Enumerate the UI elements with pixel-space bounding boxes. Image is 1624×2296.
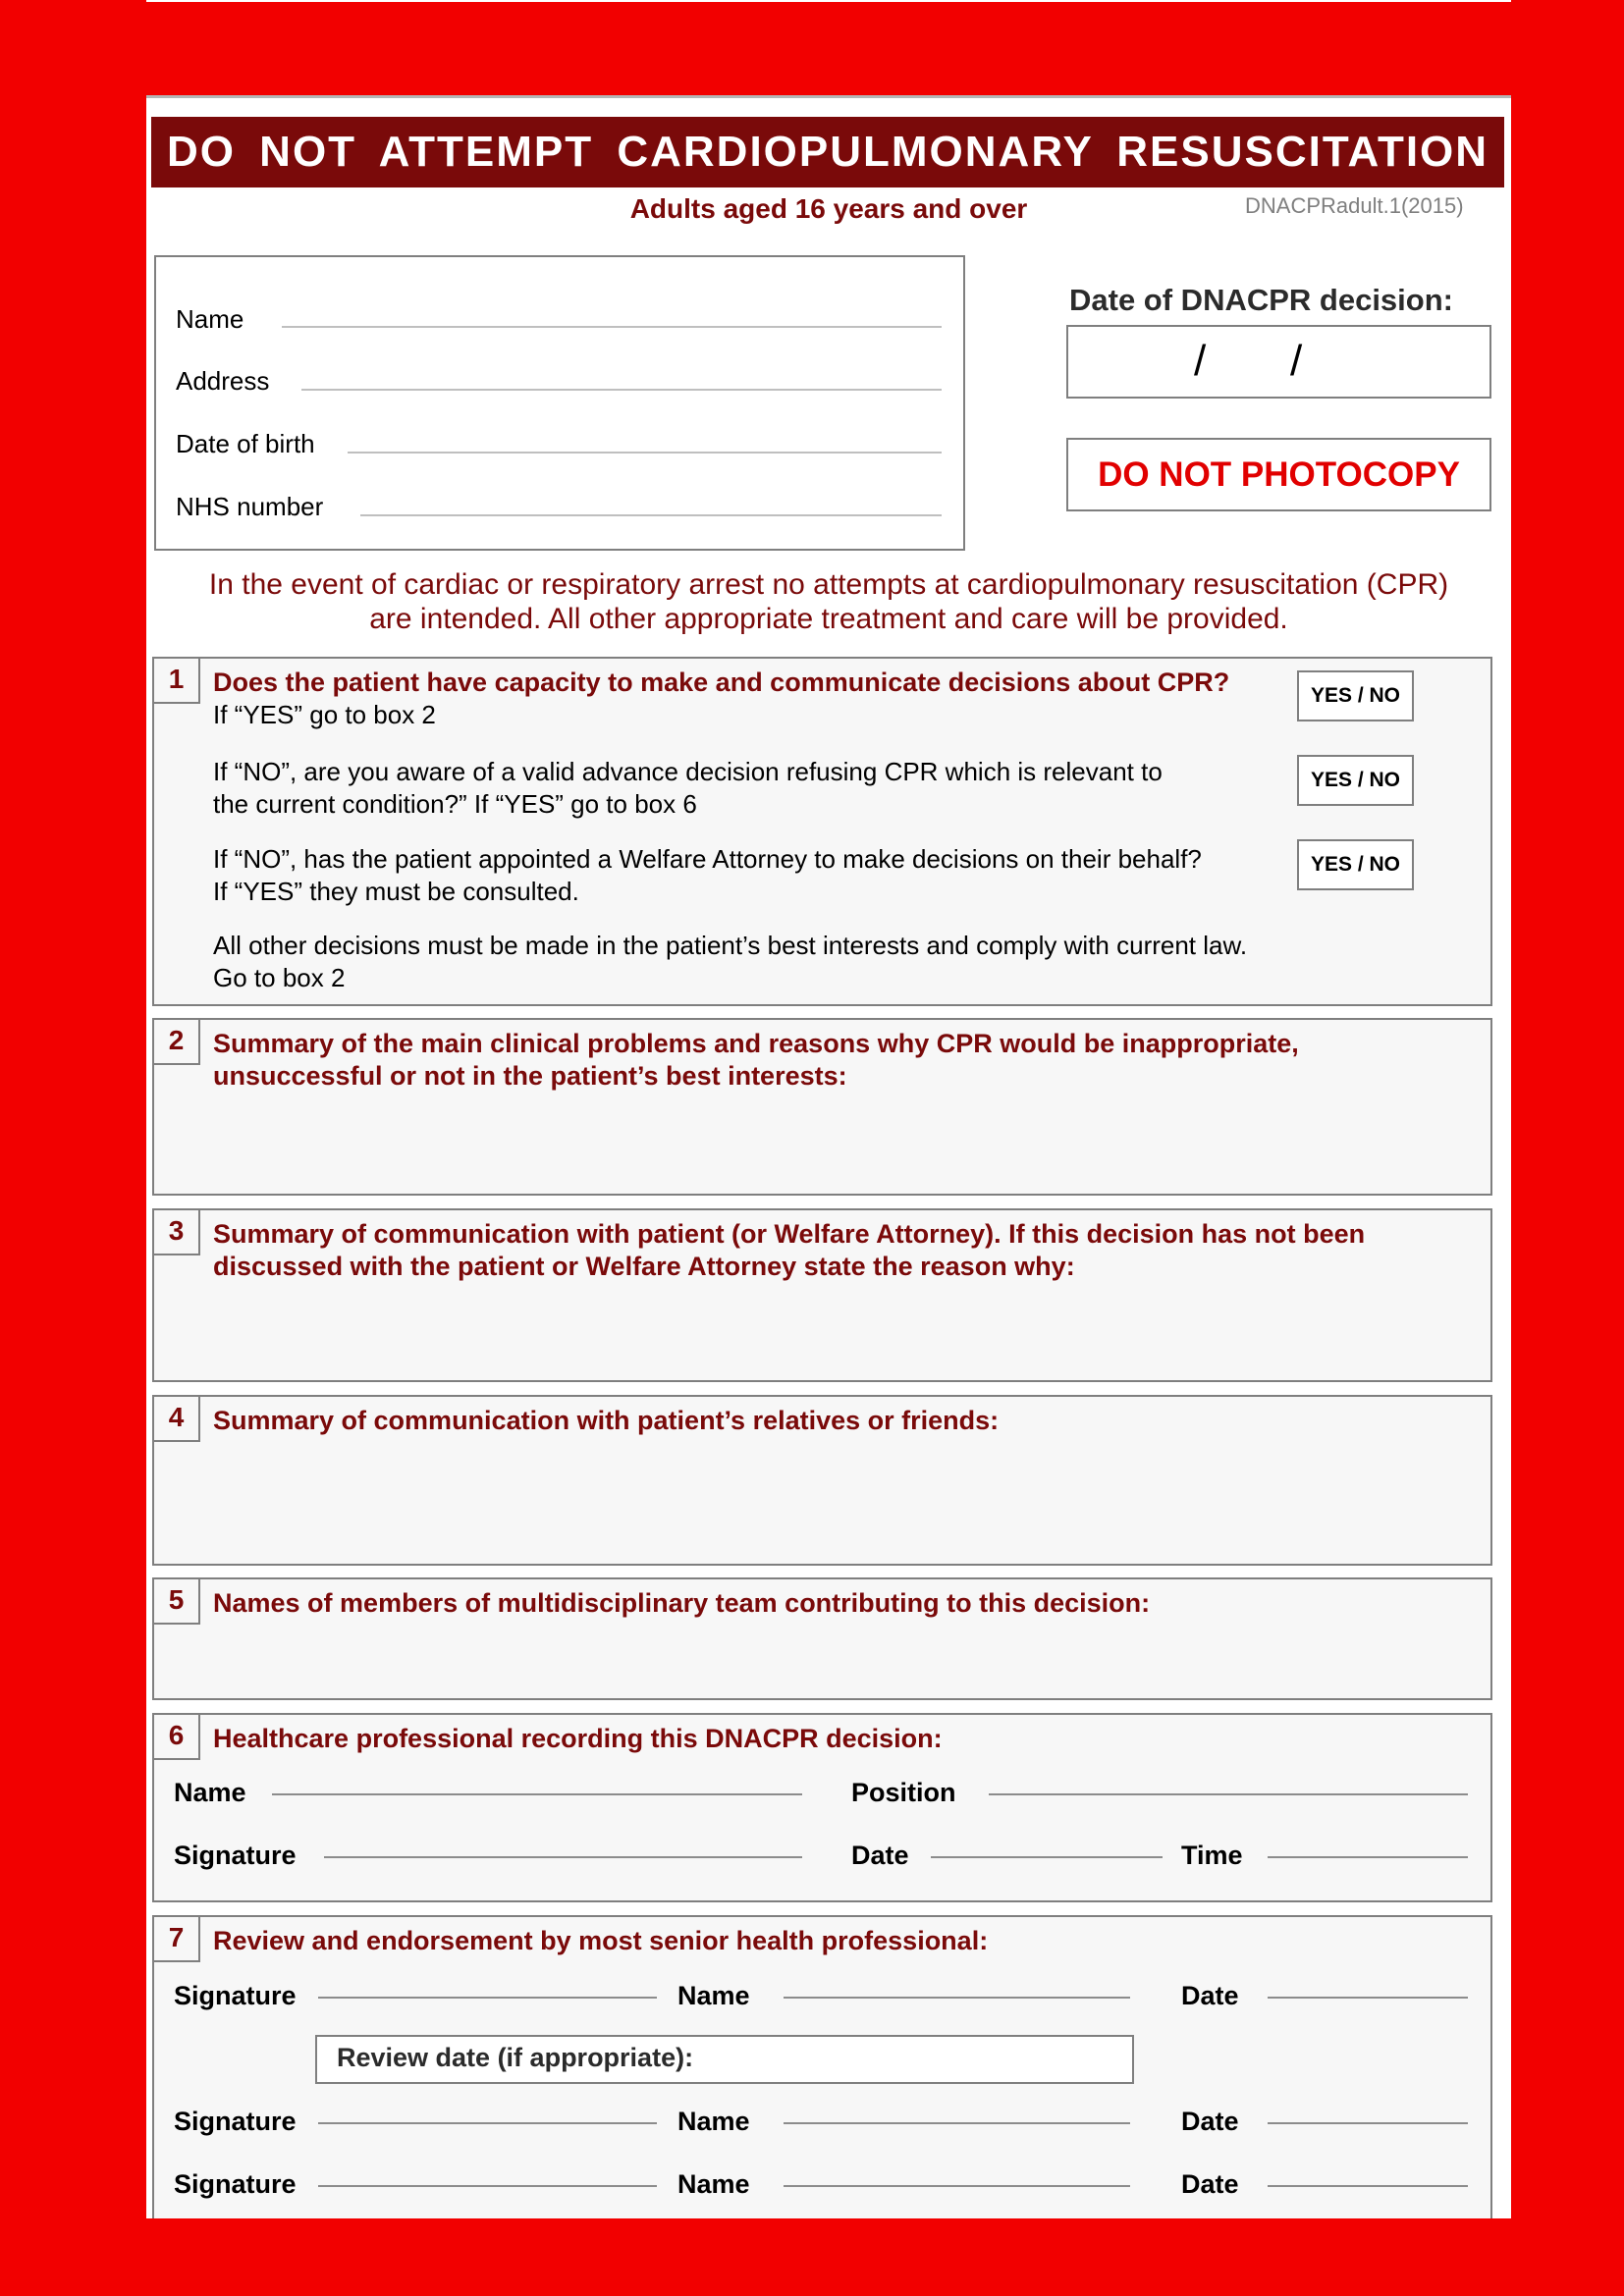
endorser-date-field[interactable] — [1268, 1997, 1468, 1999]
dnacpr-form — [146, 95, 1511, 2218]
section-number: 5 — [154, 1579, 200, 1625]
instruction-text: If “NO”, are you aware of a valid advance decision refusing CPR which is relevant to — [213, 757, 1163, 786]
section-1-capacity — [152, 657, 1492, 1006]
intro-line: In the event of cardiac or respiratory arrest no attempts at cardiopulmonary resuscitation (CPR) — [208, 568, 1449, 601]
signature-label: Signature — [174, 2107, 297, 2136]
signature-label: Signature — [174, 1981, 297, 2010]
name-label: Name — [174, 1778, 246, 1807]
section-6-recording-professional — [152, 1713, 1492, 1902]
instruction-text: the current condition?” If “YES” go to box 6 — [213, 789, 697, 819]
name-label: Name — [677, 2107, 750, 2136]
name-label: Name — [677, 1981, 750, 2010]
section-number: 3 — [154, 1210, 200, 1255]
date-label: Date — [1181, 2169, 1239, 2199]
yes-no-capacity[interactable]: YES / NO — [1297, 670, 1414, 721]
form-code: DNACPRadult.1(2015) — [1245, 193, 1464, 218]
section-4-relatives-communication[interactable] — [152, 1395, 1492, 1566]
recorder-time-field[interactable] — [1268, 1856, 1468, 1858]
name-label: Name — [677, 2169, 750, 2199]
section-number: 7 — [154, 1917, 200, 1962]
address-field[interactable] — [301, 389, 942, 391]
instruction-text: If “YES” they must be consulted. — [213, 877, 579, 906]
yes-no-advance-decision[interactable]: YES / NO — [1297, 755, 1414, 806]
patient-details-box — [154, 255, 965, 551]
review-name-field[interactable] — [784, 2122, 1130, 2124]
endorser-name-field[interactable] — [784, 1997, 1130, 1999]
recorder-signature-field[interactable] — [324, 1856, 802, 1858]
review-date-line[interactable] — [1268, 2122, 1468, 2124]
date-label: Date — [1181, 1981, 1239, 2010]
dob-field[interactable] — [348, 452, 942, 454]
form-subtitle: Adults aged 16 years and over — [629, 193, 1028, 224]
dob-label: Date of birth — [176, 429, 315, 458]
intro-statement — [146, 567, 1511, 636]
name-field[interactable] — [282, 326, 942, 328]
date-separator: / — [1194, 337, 1207, 385]
nhs-number-field[interactable] — [360, 514, 942, 516]
instruction-text: All other decisions must be made in the patient’s best interests and comply with current law. — [213, 931, 1248, 960]
section-number: 2 — [154, 1020, 200, 1065]
endorser-signature-field[interactable] — [318, 1997, 657, 1999]
date-separator: / — [1290, 337, 1303, 385]
review-date-label: Review date (if appropriate): — [337, 2043, 694, 2072]
instruction-text: Go to box 2 — [213, 963, 346, 992]
signature-label: Signature — [174, 1841, 297, 1870]
section-title: Healthcare professional recording this DNACPR decision: — [213, 1724, 943, 1753]
decision-date-field[interactable] — [1066, 325, 1491, 399]
section-number: 1 — [154, 659, 200, 704]
section-title: Summary of communication with patient’s relatives or friends: — [213, 1406, 1000, 1435]
instruction-text: If “YES” go to box 2 — [213, 700, 436, 729]
recorder-date-field[interactable] — [931, 1856, 1163, 1858]
section-title — [213, 1028, 1299, 1093]
section-title: Does the patient have capacity to make and communicate decisions about CPR? — [213, 667, 1230, 697]
name-label: Name — [176, 304, 244, 334]
recorder-name-field[interactable] — [272, 1793, 802, 1795]
recorder-position-field[interactable] — [989, 1793, 1468, 1795]
section-title-line: Summary of the main clinical problems and reasons why CPR would be inappropriate, — [213, 1029, 1299, 1058]
review-signature-field[interactable] — [318, 2185, 657, 2187]
time-label: Time — [1181, 1841, 1243, 1870]
address-label: Address — [176, 366, 270, 396]
date-label: Date — [851, 1841, 909, 1870]
section-number: 6 — [154, 1715, 200, 1760]
nhs-number-label: NHS number — [176, 492, 324, 521]
section-title-line: discussed with the patient or Welfare Attorney state the reason why: — [213, 1252, 1075, 1281]
do-not-photocopy-notice: DO NOT PHOTOCOPY — [1066, 438, 1491, 511]
form-title: DO NOT ATTEMPT CARDIOPULMONARY RESUSCITATION — [151, 117, 1504, 187]
section-title-line: unsuccessful or not in the patient’s best interests: — [213, 1061, 847, 1091]
section-number: 4 — [154, 1397, 200, 1442]
section-title-line: Summary of communication with patient (or Welfare Attorney). If this decision has not been — [213, 1219, 1366, 1249]
section-title: Names of members of multidisciplinary team contributing to this decision: — [213, 1588, 1151, 1618]
section-title: Review and endorsement by most senior health professional: — [213, 1926, 989, 1955]
review-name-field[interactable] — [784, 2185, 1130, 2187]
review-signature-field[interactable] — [318, 2122, 657, 2124]
review-date-field[interactable] — [315, 2035, 1134, 2084]
review-date-line[interactable] — [1268, 2185, 1468, 2187]
section-title — [213, 1218, 1365, 1283]
yes-no-welfare-attorney[interactable]: YES / NO — [1297, 839, 1414, 890]
decision-date-label: Date of DNACPR decision: — [1069, 283, 1453, 317]
signature-label: Signature — [174, 2169, 297, 2199]
instruction-text: If “NO”, has the patient appointed a Welfare Attorney to make decisions on their behalf? — [213, 844, 1202, 874]
section-7-review-endorsement — [152, 1915, 1492, 2218]
section-3-patient-communication[interactable] — [152, 1208, 1492, 1382]
date-label: Date — [1181, 2107, 1239, 2136]
section-2-clinical-summary[interactable] — [152, 1018, 1492, 1196]
section-5-team-members[interactable] — [152, 1577, 1492, 1700]
intro-line: are intended. All other appropriate treatment and care will be provided. — [369, 603, 1288, 635]
top-rule — [146, 0, 1511, 2]
position-label: Position — [851, 1778, 956, 1807]
